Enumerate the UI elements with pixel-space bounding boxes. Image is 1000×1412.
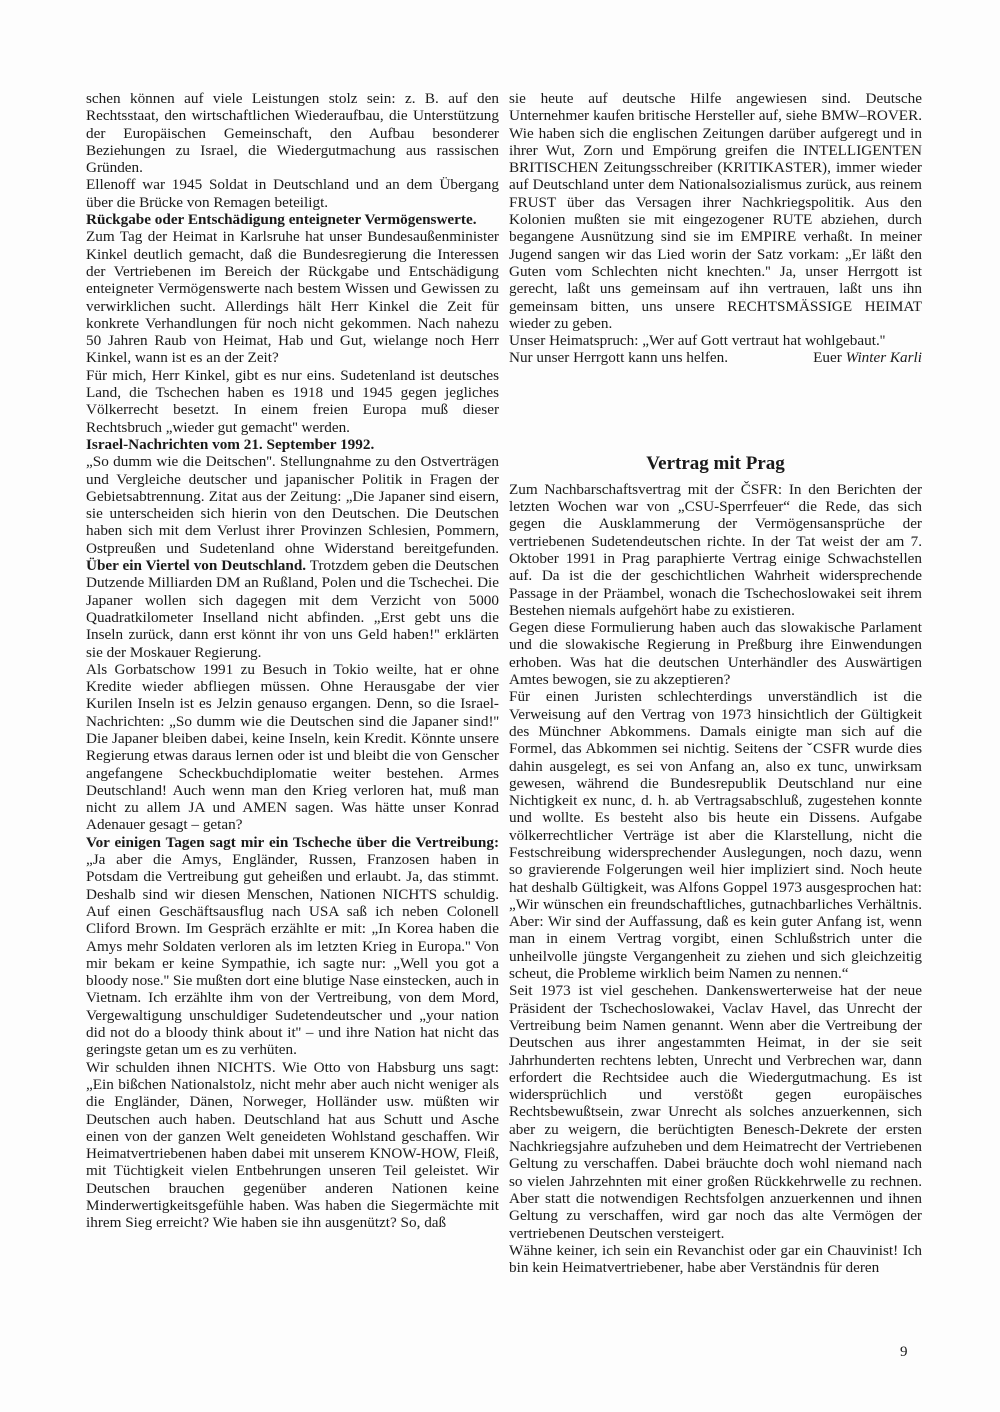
paragraph	[86, 453, 499, 661]
signature-prefix: Euer	[813, 349, 846, 367]
paragraph: Unser Heimatspruch: „Wer auf Gott vertraut hat wohlgebaut.''	[509, 332, 886, 350]
right-column	[509, 90, 922, 1276]
paragraph: schen können auf viele Leistungen stolz sein: z. B. auf den Rechtsstaat, den wirtschaftlichen Wiederaufbau, die Unterstützung der Europäischen Gemeinschaft, den Aufbau besonderer Beziehungen zu Israel, die Wiedergutmachung aus rassischen Gründen.	[86, 90, 499, 177]
paragraph: Für mich, Herr Kinkel, gibt es nur eins. Sudetenland ist deutsches Land, die Tschechen haben es 1918 und 1945 gegen jegliches Völkerrecht besetzt. In einem freien Europa muß dieser Rechtsbruch „wieder gut gemacht'' werden.	[86, 366, 499, 436]
paragraph: Ellenoff war 1945 Soldat in Deutschland und an dem Übergang über die Brücke von Remagen beteiligt.	[86, 176, 499, 211]
section-heading: Israel-Nachrichten vom 21. September 1992.	[86, 435, 375, 453]
paragraph	[86, 834, 499, 1059]
paragraph: Wähne keiner, ich sein ein Revanchist oder gar ein Chauvinist! Ich bin kein Heimatvertriebener, habe aber Verständnis für deren	[509, 1241, 922, 1277]
paragraph: Wir schulden ihnen NICHTS. Wie Otto von Habsburg uns sagt: „Ein bißchen Nationalstolz, nicht mehr aber auch nicht weniger als die Engländer, Dänen, Norweger, Holländer usw. müßten wir Deutschen auch haben. Deutschland hat aus Schutt und Asche einen von der ganzen Welt geneideten Wohlstand geschaffen. Wir Heimatvertriebenen haben dabei mit unserem KNOW-HOW, Fleiß, mit Tüchtigkeit vielen Entbehrungen unseren Teil geleistet. Wir Deutschen brauchen gegenüber anderen Nationen keine Minderwertigkeitsgefühle haben. Was haben die Siegermächte mit ihrem Sieg erreicht? Wie haben sie ihn ausgenützt? So, daß	[86, 1058, 499, 1232]
signoff-line	[509, 349, 922, 366]
paragraph: Seit 1973 ist viel geschehen. Dankenswerterweise hat der neue Präsident der Tschechoslowakei, Vaclav Havel, das Unrecht der Vertreibung beim Namen genannt. Wenn aber die Vertreibung der Deutschen aus ihrer angestammten Heimat, in der sie seit Jahrhunderten rechtens lebten, Unrecht und Verbrechen war, dann erfordert die Rechtsidee auch die Wiedergutmachung. Es ist widersprüchlich und verstößt gegen europäisches Rechtsbewußtsein, zwar Unrecht als solches anzuerkennen, sich aber zu weigern, die berüchtigten Benesch-Dekrete der ersten Nachkriegsjahre aufzuheben und dem Heimatrecht der Vertriebenen Geltung zu verschaffen. Dabei bräuchte doch wohl niemand nach so vielen Jahrzehnten mit einer großen Rückkehrwelle zu rechnen. Aber statt die notwendigen Rechtsfolgen anzuerkennen und ihnen Geltung zu verschaffen, wird gar noch das alte Vermögen der vertriebenen Deutschen versteigert.	[509, 982, 922, 1242]
paragraph: Als Gorbatschow 1991 zu Besuch in Tokio weilte, hat er ohne Kredite wieder abfliegen müssen. Ohne Herausgabe der vier Kurilen Inseln ist es Jelzin genauso ergangen. Denn, so die Israel-Nachrichten: „So dumm wie die Deutschen sind die Japaner sind!'' Die Japaner bleiben dabei, keine Inseln, kein Kredit. Könnte unsere Regierung etwas daraus lernen oder ist und bleibt die von Genscher angefangene Scheckbuchdiplomatie weiter bestehen. Armes Deutschland! Auch wenn man den Krieg verloren hat, muß man nicht zu allem JA und AMEN sagen. Was hätte unser Konrad Adenauer gesagt – getan?	[86, 660, 499, 834]
signature	[813, 349, 922, 366]
section-heading: Rückgabe oder Entschädigung enteigneter Vermögenswerte.	[86, 211, 477, 229]
bold-lead-in: Vor einigen Tagen sagt mir ein Tscheche über die Vertreibung:	[86, 833, 499, 851]
paragraph: Zum Nachbarschaftsvertrag mit der ČSFR: In den Berichten der letzten Wochen war von „CSU-Sperrfeuer“ die Rede, das sich gegen die Ausklammerung der Vermögensansprüche der vertriebenen Sudetendeutschen richte. In der Tat weist der am 7. Oktober 1991 in Prag paraphierte Vertrag einige Schwachstellen auf. Da ist die der geschichtlichen Wahrheit widersprechende Passage in der Präambel, wonach die Tschechoslowakei seit ihrem Bestehen niemals aufgehört habe zu existieren.	[509, 480, 922, 619]
paragraph: Für einen Juristen schlechterdings unverständlich ist die Verweisung auf den Vertrag von 1973 hinsichtlich der Gültigkeit des Münchner Abkommens. Damals einigte man sich auf die Formel, das Abkommen sei nichtig. Seitens der ˇCSFR wurde dies dahin ausgelegt, es sei von Anfang an, also ex tunc, unwirksam gewesen, während die Bundesrepublik Deutschland nur eine Nichtigkeit ex nunc, d. h. ab Vertragsabschluß, zugestehen konnte und wollte. Es besteht also bis heute ein Dissens. Aufgabe völkerrechtlicher Verträge ist aber die Klarstellung, nicht die Festschreibung widersprechender Auslegungen, noch dazu, wenn so gravierende Folgerungen weil hier impliziert sind. Noch heute hat deshalb Gültigkeit, was Alfons Goppel 1973 ausgesprochen hat: „Wir wünschen ein freundschaftliches, gutnachbarliches Verhältnis. Aber: Wir sind der Auffassung, daß es kein guter Anfang ist, wenn man in einem Vertrag vorgibt, einen Schlußstrich unter die unheilvolle jüngste Vergangenheit zu ziehen und sich gleichzeitig scheut, die Probleme wirklich beim Namen zu nennen.“	[509, 688, 922, 983]
paragraph: sie heute auf deutsche Hilfe angewiesen sind. Deutsche Unternehmer kaufen britische Hersteller auf, siehe BMW–ROVER. Wie haben sich die englischen Zeitungen darüber aufgeregt und in ihrer Wut, Zorn und Empörung greifen die INTELLIGENTEN BRITISCHEN Zeitungsschreiber (KRITIKASTER), immer wieder auf Deutschland unter dem Nationalsozialismus zurück, aus reinem FRUST über das Versagen ihrer Nachkriegspolitik. Aus den Kolonien mußten sie mit eingezogener RUTE abziehen, durch begangene Ausnützung sind sie im EMPIRE verhaßt. In meiner Jugend sangen wir das Lied worin der Satz vorkam: „Er läßt den Guten vom Schlechten nicht knechten.'' Ja, unser Herrgott ist gerecht, laßt uns gemeinsam auf ihn vertrauen, laßt uns ihn gemeinsam bitten, uns unsere RECHTSMÄSSIGE HEIMAT wieder zu geben.	[509, 90, 922, 332]
text-run: „Ja aber die Amys, Engländer, Russen, Franzosen haben in Potsdam die Vertreibung gut geheißen und erlaubt. Ja, das stimmt. Deshalb sind wir diesen Menschen, Nationen NICHTS schuldig. Auf einen Geschäftsausflug nach USA saß ich neben Colonell Cliford Brown. Im Gespräch erzählte er mit: „In Korea haben die Amys mehr Soldaten verloren als im letzten Krieg in Europa.'' Von mir bekam er keine Sympathie, ich sagte nur: „Well you got a bloody nose.'' Sie mußten dort eine blutige Nase einstecken, auch in Vietnam. Ich erzählte ihm von der Vertreibung, von dem Mord, Vergewaltigung unschuldiger Sudetendeutscher und „your nation did not do a bloody think about it'' – und ihre Nation hat nicht das geringste getan um es zu verhüten.	[86, 851, 499, 1059]
signature-name: Winter Karli	[845, 349, 922, 367]
text-run: „So dumm wie die Deitschen''. Stellungnahme zu den Ostverträgen und Vergleiche deutscher und japanischer Politik in Fragen der Gebietsabtrennung. Zitat aus der Zeitung: „Die Japaner sind eisern, sie unterscheiden sich hierin von den Deutschen. Die Deutschen haben sich mit dem Verlust ihrer Provinzen Schlesien, Pommern, Ostpreußen und Sudetenland ohne Widerstand bereitgefunden.	[86, 453, 499, 557]
left-column	[86, 90, 499, 1232]
paragraph: Zum Tag der Heimat in Karlsruhe hat unser Bundesaußenminister Kinkel deutlich gemacht, daß die Bundesregierung die Interessen der Vertriebenen im Bereich der Rückgabe und Entschädigung enteigneter Vermögenswerte nach bestem Wissen und Gewissen zu verwirklichen sucht. Allerdings hält Herr Kinkel die Zeit für konkrete Verhandlungen für noch nicht gekommen. Nach nahezu 50 Jahren Raub von Heimat, Hab und Gut, wielange noch Herr Kinkel, wann ist es an der Zeit?	[86, 228, 499, 367]
page-number: 9	[900, 1344, 908, 1360]
bold-text-run: Über ein Viertel von Deutschland.	[86, 557, 307, 575]
text-run: Trotzdem geben die Deutschen Dutzende Milliarden DM an Rußland, Polen und die Tschechei. Die Japaner wollen sich dagegen mit dem Verzicht von 5000 Quadratkilometer Inselland nicht abfinden. „Erst gebt uns die Inseln zurück, dann erst könnt ihr von uns Geld haben!'' erklärten sie der Moskauer Regierung.	[86, 557, 499, 661]
paragraph: Gegen diese Formulierung haben auch das slowakische Parlament und die slowakische Regierung in Preßburg ihre Einwendungen erhoben. Was hat die deutschen Unterhändler des Auswärtigen Amtes bewogen, sie zu akzeptieren?	[509, 619, 922, 689]
closing-sentence: Nur unser Herrgott kann uns helfen.	[509, 349, 729, 367]
article-title: Vertrag mit Prag	[646, 452, 785, 474]
